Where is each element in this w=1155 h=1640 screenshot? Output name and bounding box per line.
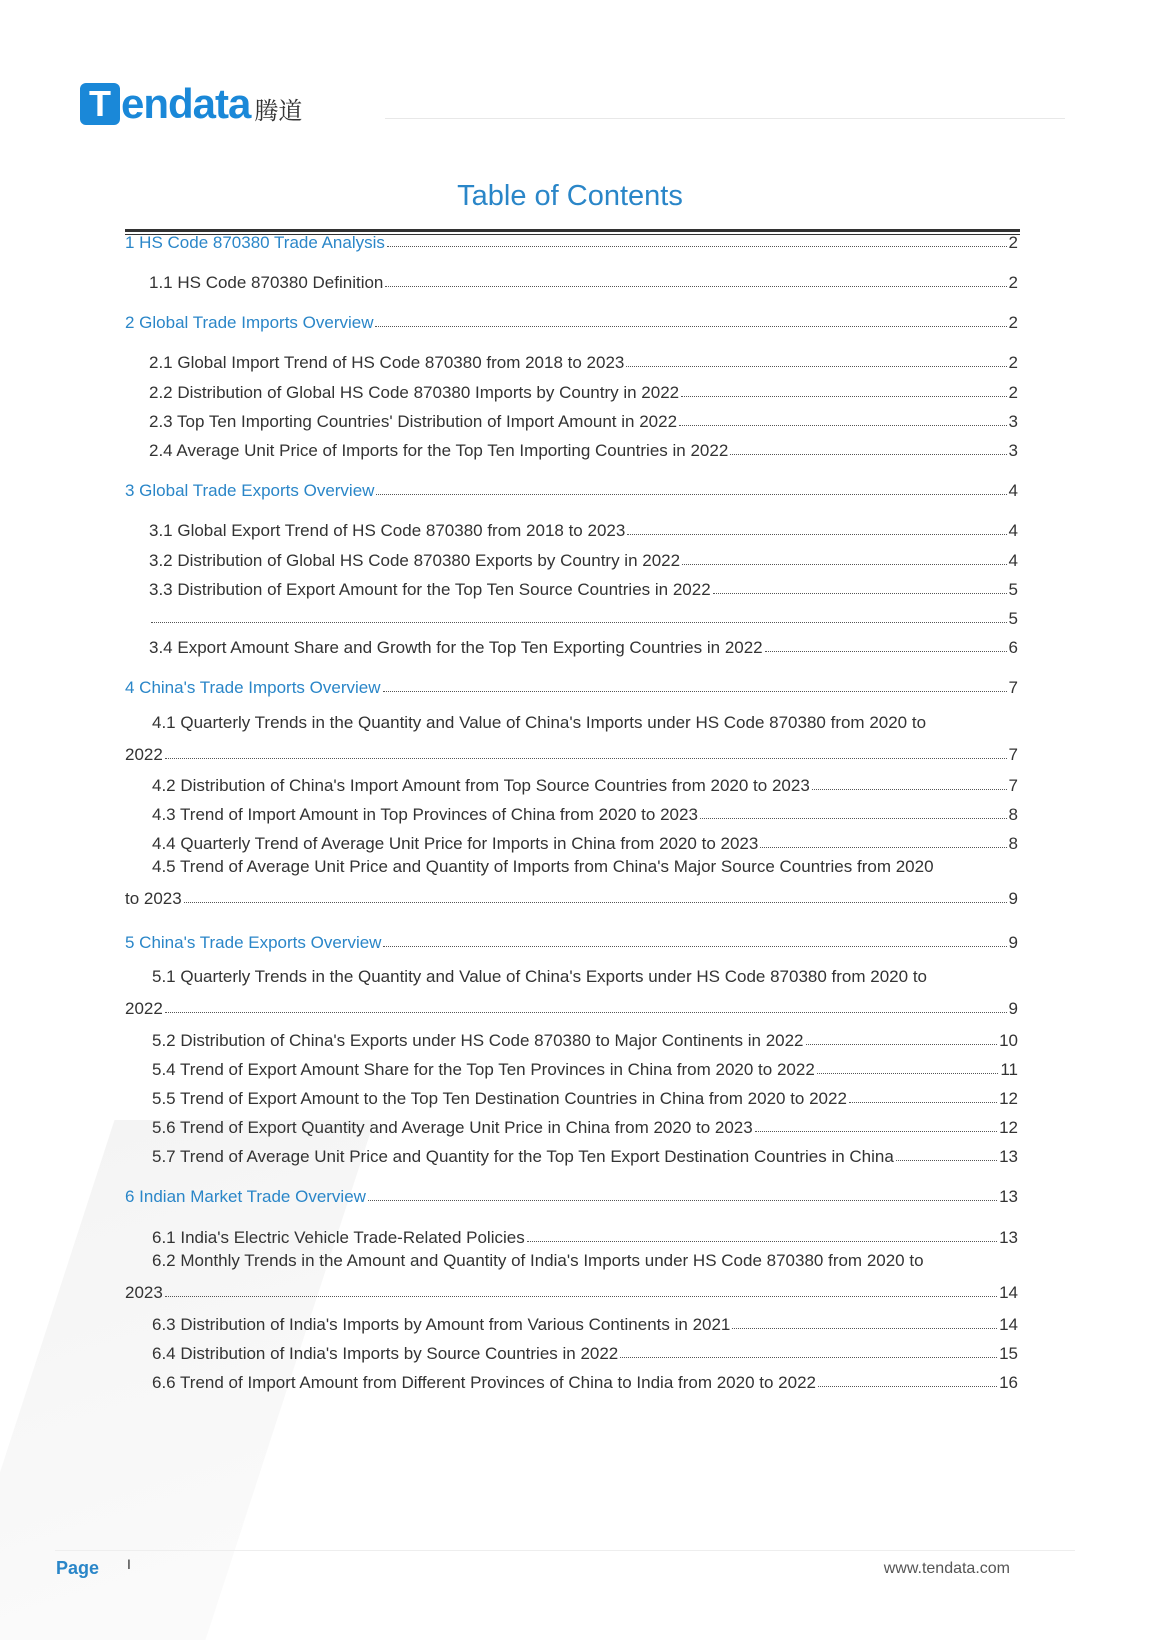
dot-leader (755, 1131, 997, 1132)
toc-page-number: 4 (1008, 481, 1018, 500)
dot-leader (806, 1044, 998, 1045)
toc-page-number: 4 (1008, 521, 1018, 540)
toc-page-number: 5 (1008, 580, 1018, 599)
page-number: I (127, 1556, 131, 1572)
toc-entry[interactable] (125, 267, 1018, 293)
website-link[interactable]: www.tendata.com (883, 1560, 1010, 1577)
toc-page-number: 15 (999, 1344, 1018, 1363)
toc-page-number: 5 (1008, 609, 1018, 628)
toc-section-entry[interactable] (125, 1181, 1018, 1207)
toc-entry-text: 3.1 Global Export Trend of HS Code 870380 from 2018 to 2023 (149, 521, 626, 540)
toc-page-number: 2 (1008, 273, 1018, 292)
dot-leader (626, 366, 1006, 367)
toc-section-entry[interactable] (125, 672, 1018, 698)
toc-page-number: 7 (1008, 745, 1018, 764)
toc-entry-text: 2.4 Average Unit Price of Imports for the Top Ten Importing Countries in 2022 (149, 441, 729, 460)
dot-leader (165, 1012, 1007, 1013)
dot-leader (184, 902, 1007, 903)
toc-entry-text: 6.3 Distribution of India's Imports by Amount from Various Continents in 2021 (152, 1315, 731, 1334)
dot-leader (732, 1328, 997, 1329)
toc-entry-continuation: 2022 (125, 999, 163, 1018)
dot-leader (368, 1200, 997, 1201)
toc-entry[interactable] (125, 1338, 1018, 1364)
toc-entry[interactable] (125, 1054, 1018, 1080)
dot-leader (620, 1357, 997, 1358)
toc-page-number: 9 (1008, 889, 1018, 908)
header-divider (385, 118, 1065, 119)
toc-entry[interactable] (125, 1083, 1018, 1109)
toc-entry-text: 6.2 Monthly Trends in the Amount and Quantity of India's Imports under HS Code 870380 from 2020 to (152, 1251, 924, 1270)
toc-entry-text: 5.7 Trend of Average Unit Price and Quantity for the Top Ten Export Destination Countries in China (152, 1147, 894, 1166)
toc-entry[interactable] (125, 632, 1018, 658)
toc-page-number: 13 (999, 1228, 1018, 1247)
dot-leader (375, 326, 1006, 327)
toc-page-number: 3 (1008, 441, 1018, 460)
toc-entry[interactable] (125, 1277, 1018, 1303)
toc-entry-line1[interactable] (152, 1245, 1018, 1271)
page-title: Table of Contents (457, 180, 683, 212)
dot-leader (700, 818, 1007, 819)
toc-entry-text: 5.6 Trend of Export Quantity and Average Unit Price in China from 2020 to 2023 (152, 1118, 753, 1137)
dot-leader (151, 622, 1007, 623)
toc-entry-text: 5.2 Distribution of China's Exports under HS Code 870380 to Major Continents in 2022 (152, 1031, 804, 1050)
logo-chinese: 腾道 (254, 97, 303, 125)
toc-entry-text: 2 Global Trade Imports Overview (125, 313, 374, 332)
toc-entry-text: 4.1 Quarterly Trends in the Quantity and Value of China's Imports under HS Code 870380 from 2020 to (152, 713, 927, 732)
toc-entry[interactable] (125, 883, 1018, 909)
toc-page-number: 16 (999, 1373, 1018, 1392)
tendata-logo (80, 82, 302, 126)
dot-leader (679, 425, 1007, 426)
toc-entry-text: 1.1 HS Code 870380 Definition (149, 273, 384, 292)
toc-page-number: 9 (1008, 933, 1018, 952)
dot-leader (165, 758, 1007, 759)
toc-entry-text: 3 Global Trade Exports Overview (125, 481, 375, 500)
toc-page-number: 6 (1008, 638, 1018, 657)
toc-entry-continuation: 2023 (125, 1283, 163, 1302)
toc-entry-continuation: to 2023 (125, 889, 182, 908)
logo-wordmark: endata (121, 80, 251, 127)
dot-leader (765, 651, 1007, 652)
toc-entry-text: 4.4 Quarterly Trend of Average Unit Price for Imports in China from 2020 to 2023 (152, 834, 759, 853)
toc-page-number: 2 (1008, 353, 1018, 372)
toc-section-entry[interactable] (125, 927, 1018, 953)
toc-entry-text: 2.2 Distribution of Global HS Code 870380 Imports by Country in 2022 (149, 383, 680, 402)
toc-entry[interactable] (125, 435, 1018, 461)
toc-entry-text: 4 China's Trade Imports Overview (125, 678, 381, 697)
toc-entry-text: 6.4 Distribution of India's Imports by Source Countries in 2022 (152, 1344, 619, 1363)
dot-leader (383, 691, 1007, 692)
dot-leader (849, 1102, 997, 1103)
toc-entry[interactable] (125, 993, 1018, 1019)
toc-page-number: 13 (999, 1147, 1018, 1166)
toc-entry-text: 3.2 Distribution of Global HS Code 870380 Exports by Country in 2022 (149, 551, 681, 570)
toc-entry[interactable] (125, 1112, 1018, 1138)
dot-leader (383, 946, 1006, 947)
toc-page-number: 8 (1008, 834, 1018, 853)
toc-entry-text: 3.4 Export Amount Share and Growth for the Top Ten Exporting Countries in 2022 (149, 638, 763, 657)
dot-leader (817, 1073, 999, 1074)
dot-leader (165, 1296, 997, 1297)
toc-entry-text: 6.1 India's Electric Vehicle Trade-Related Policies (152, 1228, 525, 1247)
toc-entry-text: 5 China's Trade Exports Overview (125, 933, 382, 952)
toc-entry[interactable] (125, 799, 1018, 825)
toc-entry-text: 5.1 Quarterly Trends in the Quantity and Value of China's Exports under HS Code 870380 from 2020 to (152, 967, 927, 986)
dot-leader (682, 564, 1006, 565)
dot-leader (896, 1160, 997, 1161)
toc-page-number: 4 (1008, 551, 1018, 570)
toc-entry-line1[interactable] (152, 851, 1018, 877)
toc-entry-text: 6.6 Trend of Import Amount from Different Provinces of China to India from 2020 to 2022 (152, 1373, 816, 1392)
footer-divider (55, 1550, 1075, 1551)
logo-initial: T (80, 83, 120, 125)
toc-page-number: 12 (999, 1089, 1018, 1108)
toc-entry-text: 3.3 Distribution of Export Amount for the Top Ten Source Countries in 2022 (149, 580, 711, 599)
dot-leader (627, 534, 1006, 535)
toc-page-number: 9 (1008, 999, 1018, 1018)
toc-page-number: 13 (999, 1187, 1018, 1206)
toc-page-number: 11 (1000, 1060, 1018, 1079)
toc-entry-text: 5.4 Trend of Export Amount Share for the Top Ten Provinces in China from 2020 to 2022 (152, 1060, 815, 1079)
toc-entry-text: 4.2 Distribution of China's Import Amount from Top Source Countries from 2020 to 2023 (152, 776, 810, 795)
dot-leader (760, 847, 1006, 848)
dot-leader (385, 286, 1006, 287)
toc-entry-text: 2.1 Global Import Trend of HS Code 870380 from 2018 to 2023 (149, 353, 625, 372)
toc-section-entry[interactable] (125, 227, 1018, 253)
dot-leader (527, 1241, 997, 1242)
toc-page-number: 3 (1008, 412, 1018, 431)
toc-page-number: 12 (999, 1118, 1018, 1137)
toc-entry-text: 4.5 Trend of Average Unit Price and Quantity of Imports from China's Major Source Countries from 2020 (152, 857, 934, 876)
page-label: Page (56, 1558, 100, 1578)
dot-leader (818, 1386, 997, 1387)
toc-page-number: 7 (1008, 776, 1018, 795)
toc-entry[interactable] (125, 1309, 1018, 1335)
toc-entry-line1[interactable] (152, 961, 1018, 987)
toc-entry[interactable] (125, 545, 1018, 571)
toc-entry-text: 1 HS Code 870380 Trade Analysis (125, 233, 385, 252)
toc-entry[interactable] (125, 739, 1018, 765)
toc-entry-text: 4.3 Trend of Import Amount in Top Provinces of China from 2020 to 2023 (152, 805, 698, 824)
toc-entry[interactable] (125, 377, 1018, 403)
dot-leader (376, 494, 1006, 495)
toc-entry[interactable] (125, 770, 1018, 796)
dot-leader (713, 593, 1007, 594)
toc-section-entry[interactable] (125, 475, 1018, 501)
dot-leader (730, 454, 1006, 455)
toc-entry[interactable] (125, 406, 1018, 432)
toc-page-number: 2 (1008, 383, 1018, 402)
dot-leader (812, 789, 1007, 790)
toc-page-number: 14 (999, 1283, 1018, 1302)
toc-entry-line1[interactable] (152, 707, 1018, 733)
toc-page-number: 7 (1008, 678, 1018, 697)
toc-page-number: 8 (1008, 805, 1018, 824)
toc-entry-continuation: 2022 (125, 745, 163, 764)
toc-entry[interactable] (125, 347, 1018, 373)
toc-entry[interactable] (125, 574, 1018, 600)
toc-entry-text: 5.5 Trend of Export Amount to the Top Ten Destination Countries in China from 2020 to 2022 (152, 1089, 847, 1108)
toc-page-number: 10 (999, 1031, 1018, 1050)
toc-entry[interactable] (125, 1141, 1018, 1167)
toc-entry-text: 6 Indian Market Trade Overview (125, 1187, 366, 1206)
toc-page-number: 2 (1008, 313, 1018, 332)
toc-entry-text: 2.3 Top Ten Importing Countries' Distribution of Import Amount in 2022 (149, 412, 678, 431)
toc-section-entry[interactable] (125, 307, 1018, 333)
dot-leader (681, 396, 1006, 397)
toc-page-number: 14 (999, 1315, 1018, 1334)
toc-entry[interactable] (125, 1367, 1018, 1393)
toc-entry[interactable] (125, 1025, 1018, 1051)
toc-page-number: 2 (1008, 233, 1018, 252)
dot-leader (387, 246, 1007, 247)
toc-entry[interactable] (125, 603, 1018, 629)
toc-entry[interactable] (125, 515, 1018, 541)
